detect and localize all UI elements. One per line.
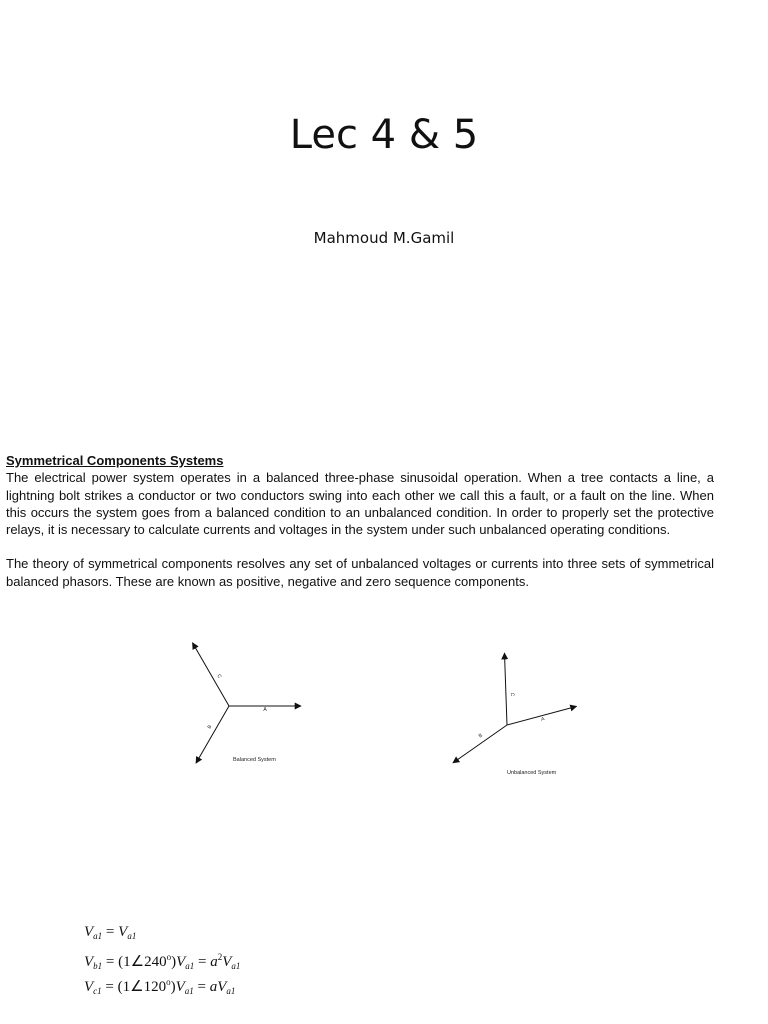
phasor-c-label: C — [215, 673, 223, 680]
phasor-a-label: A — [540, 716, 546, 723]
equation-3: $V_{c1}$ = $(1\angle 120^o)V_{a1} = aV_{a1}$ — [84, 977, 236, 996]
phasor-b-label: B — [206, 724, 214, 730]
unbalanced-system-diagram — [446, 644, 586, 784]
unbalanced-phasors — [453, 653, 577, 763]
unbalanced-system-caption: Unbalanced System — [507, 770, 557, 776]
phasor-c-arrow — [193, 643, 230, 706]
phasor-b-label: B — [477, 732, 484, 740]
balanced-system-diagram — [178, 630, 310, 786]
symmetrical-components-section — [6, 452, 714, 590]
paragraph-symmetrical-theory: The theory of symmetrical components resolves any set of unbalanced voltages or currents into three sets of symmetrical balanced phasors. These are known as positive, negative and zero sequence components. — [6, 556, 714, 589]
phasor-c-label: C — [508, 692, 516, 697]
balanced-phasor-svg — [178, 630, 310, 786]
phasor-b-arrow — [196, 706, 229, 763]
paragraph-fault-description: The electrical power system operates in a balanced three-phase sinusoidal operation. When a tree contacts a line, a lightning bolt strikes a conductor or two conductors swing into each other we call this a fault, or a fault on the line. When this occurs the system goes from a balanced condition to an unbalanced condition. In order to properly set the protective relays, it is necessary to calculate currents and voltages in the system under such unbalanced operating conditions. — [6, 470, 714, 538]
balanced-system-caption: Balanced System — [233, 757, 276, 763]
equation-1: $V_{a1} = V_{a1}$ — [84, 924, 137, 941]
phasor-a-label: A — [263, 707, 267, 713]
author-name: Mahmoud M.Gamil — [313, 229, 455, 247]
balanced-phasors — [193, 643, 302, 763]
slide-title: Lec 4 & 5 — [289, 112, 479, 158]
equation-2: $V_{b1}$ = $(1\angle 240^o)V_{a1} = a^2V_{a1}$ — [84, 952, 241, 971]
phasor-c-arrow — [504, 653, 507, 725]
phasor-b-arrow — [453, 725, 507, 763]
section-heading: Symmetrical Components Systems — [6, 453, 224, 468]
unbalanced-phasor-svg — [446, 644, 586, 784]
sequence-equations — [84, 920, 240, 995]
